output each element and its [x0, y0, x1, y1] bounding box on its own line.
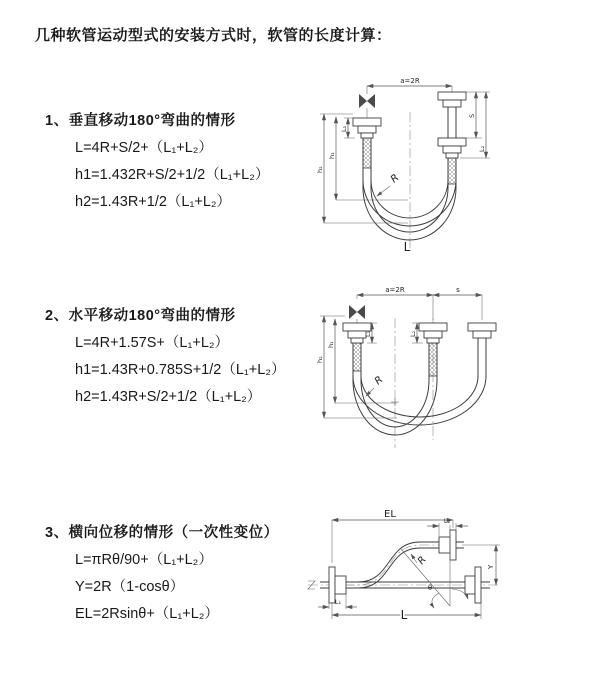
diagram-horizontal-bend [312, 268, 600, 468]
diagram-lateral-displacement [300, 505, 600, 650]
dim-label-r: R [388, 172, 402, 186]
braided-section-left [363, 138, 371, 168]
section-3-heading: 3、横向位移的情形（一次性变位） [45, 525, 279, 541]
flange-right-displaced [439, 530, 456, 560]
formula-length: L=πRθ/90+（L₁+L₂） [75, 552, 213, 568]
formula-y: Y=2R（1-cosθ） [75, 579, 185, 595]
dim-label-s: S [468, 113, 476, 118]
formula-h1: h1=1.43R+0.785S+1/2（L₁+L₂） [75, 362, 286, 378]
dim-label-l2: L₂ [443, 517, 451, 525]
dim-label-h2: h₂ [316, 356, 324, 363]
formula-h2: h2=1.43R+S/2+1/2（L₁+L₂） [75, 389, 262, 405]
formula-h1: h1=1.432R+S/2+1/2（L₁+L₂） [75, 167, 270, 183]
flange-fitting-right [438, 92, 466, 158]
hose-u-bend [363, 138, 456, 240]
section-2-heading: 2、水平移动180°弯曲的情形 [45, 308, 236, 324]
formula-length: L=4R+S/2+（L₁+L₂） [75, 140, 213, 156]
page-title: 几种软管运动型式的安装方式时，软管的长度计算： [35, 27, 392, 44]
dim-label-l2: L₂ [478, 145, 486, 152]
dim-label-span: a=2R [385, 286, 405, 294]
dim-label-l1: L₁ [334, 598, 342, 606]
dim-label-length: L [400, 608, 408, 622]
flange-fitting-left [353, 118, 381, 138]
section-horizontal-bend [0, 303, 285, 411]
angle-construction [401, 525, 468, 608]
dim-label-theta: θ [427, 584, 433, 592]
dim-label-h1: h₁ [327, 341, 335, 348]
dim-label-y: Y [487, 564, 495, 569]
dim-label-el: EL [384, 509, 396, 520]
dim-label-h1: h₁ [328, 152, 336, 159]
braided-section-left [353, 343, 361, 371]
valve-icon [359, 94, 375, 108]
dim-label-h2: h₂ [316, 166, 324, 173]
braided-section-mid [429, 343, 437, 376]
dim-label-l2: L₂ [409, 330, 417, 337]
section-lateral-displacement [0, 520, 279, 628]
dim-label-length: L [403, 240, 411, 254]
braided-section-right [448, 158, 456, 184]
formula-length: L=4R+1.57S+（L₁+L₂） [75, 335, 230, 351]
dim-label-s: s [456, 286, 460, 294]
flange-fitting-right [468, 323, 496, 338]
formula-el: EL=2Rsinθ+（L₁+L₂） [75, 606, 219, 622]
dim-label-r: R [372, 374, 386, 388]
valve-icon [349, 305, 365, 319]
dim-label-span: a=2R [400, 77, 420, 85]
diagram-vertical-bend [310, 66, 595, 261]
section-vertical-bend [0, 108, 269, 216]
hose-u-bend-two-positions [353, 338, 486, 435]
flange-fitting-middle [419, 323, 447, 343]
section-1-heading: 1、垂直移动180°弯曲的情形 [45, 113, 236, 129]
formula-h2: h2=1.43R+1/2（L₁+L₂） [75, 194, 232, 210]
dim-label-l1: L₁ [340, 125, 348, 132]
dim-label-l1: L₁ [364, 330, 372, 337]
dim-label-r: R [415, 554, 429, 567]
